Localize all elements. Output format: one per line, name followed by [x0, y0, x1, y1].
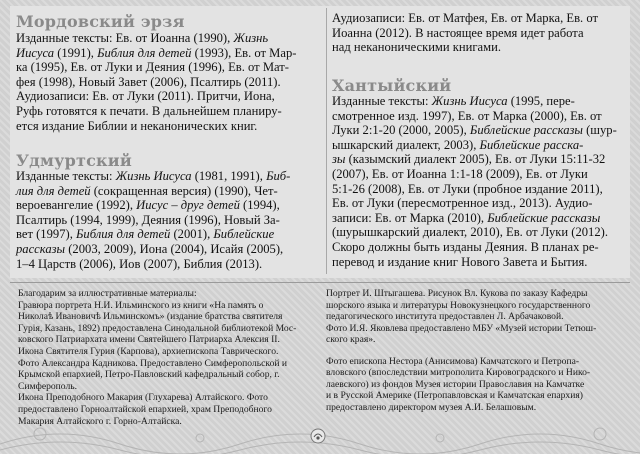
text-line: вловского (впоследствии митрополита Кировоградского и Нико-: [326, 367, 591, 379]
credits-separator: [10, 282, 630, 283]
text-line: вет (1997), Библия для детей (2001), Библейские: [16, 227, 275, 242]
text-line: (шурышкарский диалект, 2010), Ев. от Луки (2012).: [332, 225, 608, 240]
text-line: шорского языка и литературы Новокузнецкого государственного: [326, 299, 591, 311]
text-line: над неканоническими книгами.: [332, 40, 502, 55]
text-line: Аудиозаписи: Ев. от Матфея, Ев. от Марка, Ев. от: [332, 11, 598, 25]
text-line: Скоро должны быть изданы Деяния. В планах ре-: [332, 239, 599, 254]
section-body-continued: [332, 11, 626, 55]
text-line: Икона Святителя Гурия (Карпова), архиепископа Таврического.: [18, 345, 279, 357]
text-line: (2007), Ев. от Иоанна 1:1-18 (2009), Ев. от Луки: [332, 166, 588, 181]
text-line: перевод и издание книг Нового Завета и Бытия.: [332, 254, 588, 269]
text-line: Фото епископа Нестора (Анисимова) Камчатского и Петропа-: [326, 355, 580, 367]
text-line: и в Русской Америке (Петропавловская и Камчатская епархия): [326, 390, 583, 402]
text-line: рассказы (2003, 2009), Иона (2004), Исайя (2005),: [16, 241, 284, 256]
text-line: Портрет И. Штыгашева. Рисунок Вл. Кукова по заказу Кафедры: [326, 288, 588, 299]
text-line: вероевангелие (1992), Иисус – друг детей (1994),: [16, 198, 280, 213]
text-line: записи: Ев. от Марка (2010), Библейские рассказы: [332, 210, 601, 225]
text-line: Икона Преподобного Макария (Глухарева) Алтайского. Фото: [18, 392, 268, 404]
section-title-udmurt: Удмуртский: [16, 151, 132, 170]
text-line: лаевского) из фондов Музея истории Православия на Камчатке: [326, 378, 585, 390]
text-line: 1–4 Царств (2006), Иов (2007), Библия (2013).: [16, 256, 263, 271]
text-line: педагогического института предоставлен Л. Арбачаковой.: [326, 311, 564, 323]
text-line: Руфь готовятся к печати. В дальнейшем планиру-: [16, 103, 282, 118]
text-line: фея (1998), Новый Завет (2006), Псалтирь (2011).: [16, 74, 281, 89]
text-line: Благодарим за иллюстративные материалы:: [18, 288, 197, 299]
section-body-mordovian: [16, 31, 316, 133]
text-line: Фото И.Я. Яковлева предоставлено МБУ «Музей истории Тетюш-: [326, 322, 597, 334]
text-line: предоставлено Горноалтайской епархией, храм Преподобного: [18, 403, 272, 415]
text-line: Иисуса (1991), Библия для детей (1993), Ев. от Мар-: [16, 45, 297, 60]
text-line: Ев. от Луки (пересмотренное изд., 2013). Аудио-: [332, 196, 593, 211]
text-line: лия для детей (сокращенная версия) (1990), Чет-: [16, 183, 278, 198]
text-line: ка (1995), Ев. от Луки и Деяния (1996), Ев. от Мат-: [16, 60, 289, 75]
text-line: Аудиозаписи: Ев. от Луки (2011). Притчи, Иона,: [16, 89, 275, 104]
section-title-mordovian: Мордовский эрзя: [16, 12, 185, 31]
text-line: [326, 346, 620, 356]
section-body-khanty: [332, 94, 626, 269]
page-ornament-icon: [310, 428, 326, 444]
text-line: зы (казымский диалект 2005), Ев. от Луки 15:11-32: [332, 152, 606, 167]
text-line: 5:1-26 (2008), Ев. от Луки (пробное издание 2011),: [332, 181, 603, 196]
text-line: ется издание Библии и неканонических книг.: [16, 118, 258, 133]
text-line: Макария Алтайского г. Горно-Алтайска.: [18, 415, 182, 427]
text-line: Иоанна (2012). В настоящее время идет работа: [332, 25, 584, 40]
text-line: Симферополь.: [18, 380, 78, 392]
content-panel: [10, 6, 630, 278]
credits-right: [326, 288, 620, 414]
text-line: Николаѣ Ивановичѣ Ильминскомъ» (издание братства святителя: [18, 311, 283, 323]
text-line: ышкарский диалект, 2003), Библейские расска-: [332, 137, 584, 152]
text-line: ского края».: [326, 334, 376, 346]
text-line: Фото Александра Кадникова. Предоставлено Симферопольской и: [18, 357, 288, 369]
text-line: Изданные тексты: Ев. от Иоанна (1990), Жизнь: [16, 31, 269, 45]
text-line: Луки 2:1-20 (2000, 2005), Библейские рассказы (шур-: [332, 123, 617, 138]
text-line: Гравюра портрета Н.И. Ильминского из книги «На память о: [18, 299, 264, 311]
text-line: ковского Патриархата имени Святейшего Патриарха Алексия II.: [18, 334, 280, 346]
text-line: Изданные тексты: Жизнь Иисуса (1981, 1991), Биб-: [16, 169, 291, 183]
section-body-udmurt: [16, 169, 316, 271]
text-line: Псалтирь (1994, 1999), Деяния (1996), Новый За-: [16, 212, 280, 227]
column-divider: [326, 8, 327, 274]
text-line: Гурія, Казань, 1892) предоставлена Синодальной библиотекой Мос-: [18, 322, 297, 334]
section-title-khanty: Хантыйский: [332, 76, 452, 95]
text-line: Изданные тексты: Жизнь Иисуса (1995, пере-: [332, 94, 575, 108]
text-line: Крымской епархией, Петро-Павловский кафедральный собор, г.: [18, 369, 280, 381]
text-line: смотренное изд. 1997), Ев. от Марка (2000), Ев. от: [332, 108, 602, 123]
text-line: предоставлено директором музея А.И. Белашовым.: [326, 401, 537, 413]
